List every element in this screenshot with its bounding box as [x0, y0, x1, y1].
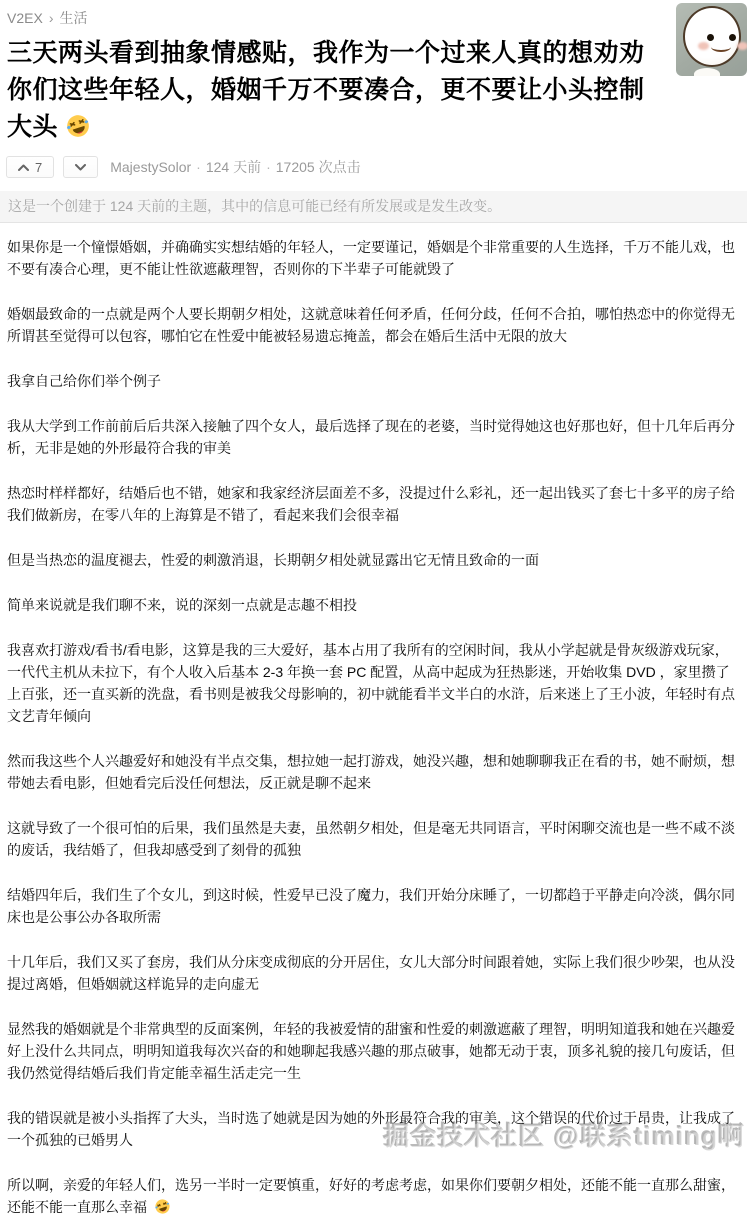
post-paragraph: 婚姻最致命的一点就是两个人要长期朝夕相处，这就意味着任何矛盾，任何分歧，任何不合拍，哪怕热恋中的你觉得无所谓甚至觉得可以包容，哪怕它在性爱中能被轻易遗忘掩盖，都会在婚后生活中无限的放大 — [7, 306, 735, 344]
upvote-count: 7 — [35, 159, 43, 175]
page-title — [7, 35, 655, 146]
avatar-eye — [707, 34, 714, 41]
view-count: 17205 次点击 — [275, 159, 361, 175]
post-paragraph: 简单来说就是我们聊不来，说的深刻一点就是志趣不相投 — [7, 597, 357, 613]
breadcrumb-node-link[interactable]: 生活 — [59, 10, 88, 26]
post-paragraph — [7, 1174, 739, 1218]
avatar-cheek — [737, 42, 747, 50]
avatar-cheek — [698, 42, 709, 50]
post-paragraph: 我喜欢打游戏/看书/看电影，这算是我的三大爱好，基本占用了我所有的空闲时间，我从小学起就是骨灰级游戏玩家，一代代主机从未拉下，有个人收入后基本 2-3 年换一套 PC 配置，从高中起成为狂热影迷，开始收集 DVD ，家里攒了上百张，还一直买新的洗盘，看书则是被我父母影响的，初中就能看半文半白的水浒，后来迷上了王小波，年轻时有点文艺青年倾向 — [7, 642, 735, 724]
post-paragraph: 但是当热恋的温度褪去，性爱的刺激消退，长期朝夕相处就显露出它无情且致命的一面 — [7, 552, 539, 568]
author-avatar[interactable] — [676, 3, 747, 76]
chevron-down-icon — [75, 164, 86, 171]
breadcrumb-separator: › — [48, 10, 54, 26]
post-paragraph: 我拿自己给你们举个例子 — [7, 373, 161, 389]
meta-dot: · — [266, 159, 271, 175]
post-paragraph: 如果你是一个憧憬婚姻，并确确实实想结婚的年轻人，一定要谨记，婚姻是个非常重要的人生选择，千万不能儿戏，也不要有凑合心理，更不能让性欲遮蔽理智，否则你的下半辈子可能就毁了 — [7, 239, 735, 277]
outdated-notice-text: 这是一个创建于 124 天前的主题，其中的信息可能已经有所发展或是发生改变。 — [8, 198, 502, 214]
page-title-text: 三天两头看到抽象情感贴，我作为一个过来人真的想劝劝你们这些年轻人，婚姻千万不要凑合，更不要让小头控制大头 — [7, 39, 645, 141]
topic-content — [7, 236, 739, 1218]
post-paragraph: 然而我这些个人兴趣爱好和她没有半点交集，想拉她一起打游戏，她没兴趣，想和她聊聊我正在看的书，她不耐烦，想带她去看电影，但她看完后没任何想法，反正就是聊不起来 — [7, 753, 735, 791]
post-paragraph: 我从大学到工作前前后后共深入接触了四个女人，最后选择了现在的老婆，当时觉得她这也好那也好，但十几年后再分析，无非是她的外形最符合我的审美 — [7, 418, 735, 456]
meta-dot: · — [196, 159, 201, 175]
chevron-up-icon — [18, 164, 29, 171]
post-paragraph: 这就导致了一个很可怕的后果，我们虽然是夫妻，虽然朝夕相处，但是毫无共同语言，平时闲聊交流也是一些不咸不淡的废话，我结婚了，但我却感受到了刻骨的孤独 — [7, 820, 735, 858]
post-paragraph-text: 所以啊，亲爱的年轻人们，选另一半时一定要慎重，好好的考虑考虑，如果你们要朝夕相处，还能不能一直那么甜蜜，还能不能一直那么幸福 — [7, 1177, 735, 1215]
avatar-body — [694, 68, 720, 76]
avatar-eye — [729, 34, 736, 41]
post-paragraph: 热恋时样样都好，结婚后也不错，她家和我家经济层面差不多，没提过什么彩礼，还一起出钱买了套七十多平的房子给我们做新房，在零八年的上海算是不错了，看起来我们会很幸福 — [7, 485, 735, 523]
avatar-mouth — [711, 42, 731, 52]
avatar-face — [683, 6, 741, 67]
rofl-emoji-icon — [154, 1198, 171, 1215]
breadcrumb — [7, 0, 739, 28]
author-link[interactable]: MajestySolor — [110, 159, 192, 175]
breadcrumb-home-link[interactable]: V2EX — [7, 10, 43, 26]
topic-meta-row — [6, 156, 739, 178]
watermark: 掘金技术社区 @联系timing啊 — [383, 1121, 745, 1151]
topic-meta-text — [110, 157, 360, 177]
post-paragraph: 我的错误就是被小头指挥了大头，当时选了她就是因为她的外形最符合我的审美，这个错误的代价过于昂贵，让我成了一个孤独的已婚男人 — [7, 1110, 735, 1148]
post-paragraph: 十几年后，我们又买了套房，我们从分床变成彻底的分开居住，女儿大部分时间跟着她，实际上我们很少吵架，也从没提过离婚，但婚姻就这样诡异的走向虚无 — [7, 954, 735, 992]
downvote-button[interactable] — [63, 156, 98, 178]
rofl-emoji-icon — [65, 113, 91, 139]
post-paragraph: 显然我的婚姻就是个非常典型的反面案例，年轻的我被爱情的甜蜜和性爱的刺激遮蔽了理智，明明知道我和她在兴趣爱好上没什么共同点，明明知道我每次兴奋的和她聊起我感兴趣的那点破事，她都无动于衷，顶多礼貌的接几句废话，但我仍然觉得结婚后我们肯定能幸福生活走完一生 — [7, 1021, 735, 1081]
outdated-notice — [0, 191, 747, 223]
post-time: 124 天前 — [205, 159, 262, 175]
upvote-button[interactable] — [6, 156, 54, 178]
post-paragraph: 结婚四年后，我们生了个女儿，到这时候，性爱早已没了魔力，我们开始分床睡了，一切都趋于平静走向冷淡，偶尔同床也是公事公办各取所需 — [7, 887, 735, 925]
